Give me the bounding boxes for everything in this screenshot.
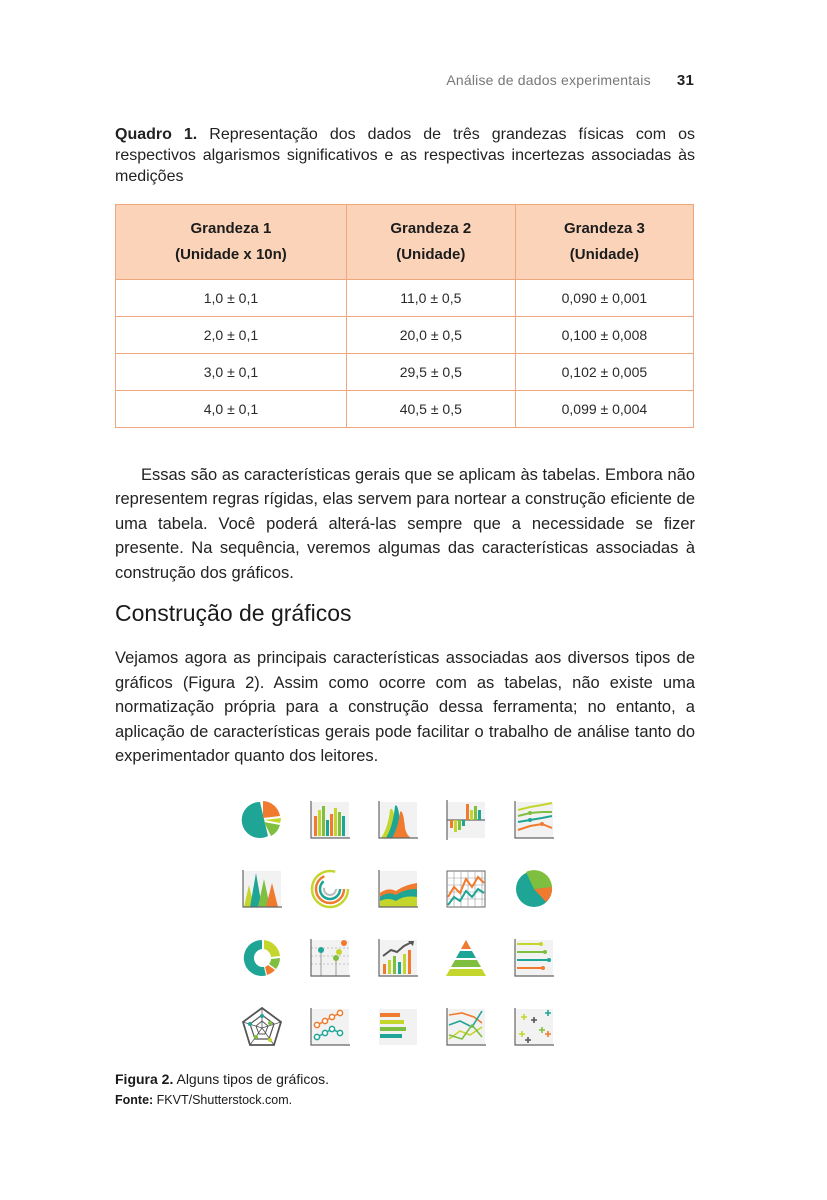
- pie-chart-simple-icon: [512, 867, 556, 911]
- donut-chart-icon: [240, 936, 284, 980]
- table-caption: [115, 124, 695, 187]
- data-table: [115, 204, 694, 428]
- bar-chart-icon: [308, 798, 352, 842]
- header-name: Grandeza 3: [563, 220, 645, 237]
- figure-source-label: Fonte:: [115, 1093, 154, 1107]
- table-cell: 0,090 ± 0,001: [515, 280, 693, 317]
- chart-types-figure: [240, 798, 570, 1049]
- table-cell: 0,099 ± 0,004: [515, 391, 693, 428]
- table-caption-label: Quadro 1.: [115, 126, 198, 143]
- figure-caption-text: Alguns tipos de gráficos.: [173, 1071, 330, 1087]
- table-row: [116, 391, 694, 428]
- table-cell: 3,0 ± 0,1: [116, 354, 347, 391]
- table-cell: 4,0 ± 0,1: [116, 391, 347, 428]
- trend-bar-icon: [376, 936, 420, 980]
- scatter-lollipop-icon: [308, 936, 352, 980]
- scatter-plus-icon: [512, 1005, 556, 1049]
- table-cell: 0,102 ± 0,005: [515, 354, 693, 391]
- table-header-row: [116, 205, 694, 280]
- stacked-area-icon: [376, 867, 420, 911]
- table-cell: 1,0 ± 0,1: [116, 280, 347, 317]
- figure-caption: [115, 1071, 329, 1087]
- pie-chart-icon: [240, 798, 284, 842]
- table-row: [116, 354, 694, 391]
- body-paragraph-2: Vejamos agora as principais características associadas aos diversos tipos de gráficos (Figura 2). Assim como ocorre com as tabelas, não existe uma normatização própria para a construção dessa ferramenta; no entanto, a aplicação de características gerais pode facilitar o trabalho de análise tanto do experimentador quanto dos leitores.: [115, 649, 695, 765]
- multi-line-chart-icon: [512, 798, 556, 842]
- header-name: Grandeza 1: [190, 220, 272, 237]
- table-caption-text: Representação dos dados de três grandezas físicas com os respectivos algarismos significativos e as respectivas incertezas associadas às medições: [115, 126, 695, 185]
- figure-caption-label: Figura 2.: [115, 1071, 174, 1087]
- horizontal-bar-icon: [376, 1005, 420, 1049]
- pyramid-chart-icon: [444, 936, 488, 980]
- header-cell-2: [346, 205, 515, 280]
- running-header: [446, 72, 694, 89]
- figure-source: [115, 1093, 292, 1107]
- header-unit: (Unidade): [569, 246, 639, 263]
- radial-bar-icon: [308, 867, 352, 911]
- radar-chart-icon: [240, 1005, 284, 1049]
- header-name: Grandeza 2: [390, 220, 472, 237]
- page-number: 31: [676, 72, 694, 89]
- horizontal-arrow-bars-icon: [512, 936, 556, 980]
- grid-line-chart-icon: [444, 867, 488, 911]
- table-row: [116, 317, 694, 354]
- section-heading: Construção de gráficos: [115, 600, 352, 626]
- table-cell: 20,0 ± 0,5: [346, 317, 515, 354]
- table-cell: 2,0 ± 0,1: [116, 317, 347, 354]
- distribution-chart-icon: [376, 798, 420, 842]
- header-cell-1: [116, 205, 347, 280]
- peak-chart-icon: [240, 867, 284, 911]
- connected-dots-icon: [308, 1005, 352, 1049]
- table-row: [116, 280, 694, 317]
- header-unit: (Unidade x 10n): [175, 246, 287, 263]
- positive-negative-bar-icon: [444, 798, 488, 842]
- crossing-lines-icon: [444, 1005, 488, 1049]
- figure-source-text: FKVT/Shutterstock.com.: [153, 1093, 293, 1107]
- body-paragraph-1: Essas são as características gerais que se aplicam às tabelas. Embora não representem regras rígidas, elas servem para nortear a construção eficiente de uma tabela. Você poderá alterá-las sempre que a necessidade se fizer presente. Na sequência, veremos algumas das características associadas à construção dos gráficos.: [115, 465, 695, 582]
- table-cell: 0,100 ± 0,008: [515, 317, 693, 354]
- header-unit: (Unidade): [396, 246, 466, 263]
- table-cell: 11,0 ± 0,5: [346, 280, 515, 317]
- running-title: Análise de dados experimentais: [446, 72, 651, 88]
- header-cell-3: [515, 205, 693, 280]
- table-cell: 29,5 ± 0,5: [346, 354, 515, 391]
- table-cell: 40,5 ± 0,5: [346, 391, 515, 428]
